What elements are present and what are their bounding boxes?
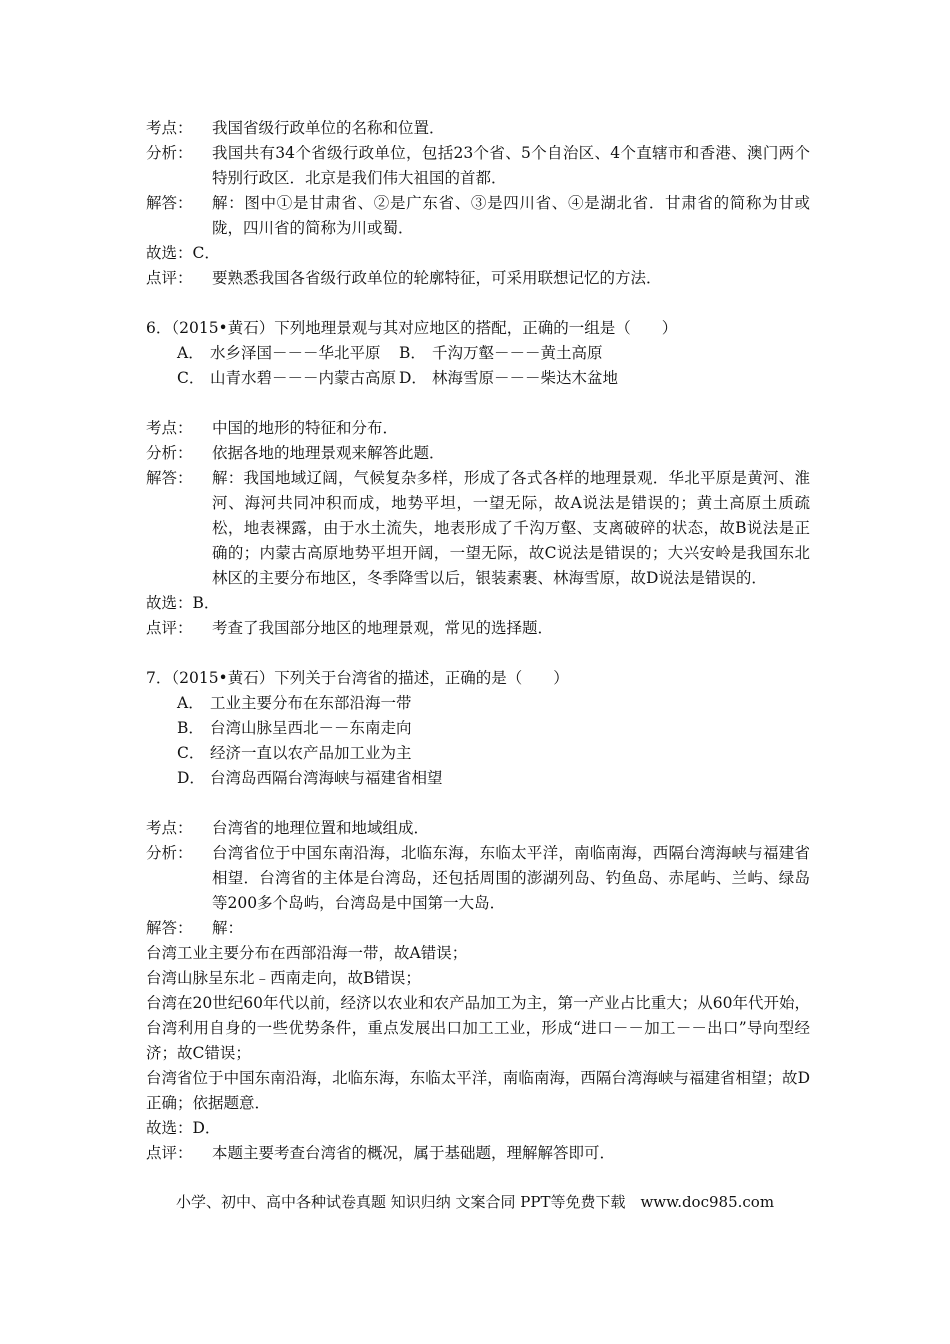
q6-options (146, 341, 810, 391)
q7-option-b: B． 台湾山脉呈西北－－东南走向 (177, 719, 412, 737)
q5-dianping (146, 266, 810, 291)
q6-fenxi (146, 441, 810, 466)
document-body (146, 116, 810, 1166)
q7-jieda-line-3: 台湾在20世纪60年代以前，经济以农业和农产品加工为主，第一产业占比重大；从60年代开始，台湾利用自身的一些优势条件，重点发展出口加工工业，形成“进口－－加工－－出口”导向型经济；故C错误； (146, 994, 810, 1062)
page-footer: 小学、初中、高中各种试卷真题 知识归纳 文案合同 PPT等免费下载 www.doc985.com (175, 1193, 775, 1211)
q5-guxuan: 故选：C． (146, 244, 220, 262)
fenxi-text: 台湾省位于中国东南沿海，北临东海，东临太平洋，南临南海，西隔台湾海峡与福建省相望．台湾省的主体是台湾岛，还包括周围的澎湖列岛、钓鱼岛、赤尾屿、兰屿、绿岛等200多个岛屿，台湾岛是中国第一大岛． (212, 844, 810, 912)
q7-jieda-line-4: 台湾省位于中国东南沿海，北临东海，东临太平洋，南临南海，西隔台湾海峡与福建省相望；故D正确；依据题意． (146, 1069, 810, 1112)
q6-guxuan: 故选：B． (146, 594, 220, 612)
q6-jieda (146, 466, 810, 591)
q5-kaodian (146, 116, 810, 141)
q6-option-c: C． 山青水碧－－－内蒙古高原 (177, 369, 397, 387)
q6-dianping (146, 616, 810, 641)
kaodian-text: 我国省级行政单位的名称和位置． (212, 119, 445, 137)
jieda-text: 解：我国地域辽阔，气候复杂多样，形成了各式各样的地理景观．华北平原是黄河、淮河、海河共同冲积而成，地势平坦，一望无际，故A说法是错误的；黄土高原土质疏松，地表裸露，由于水土流失，地表形成了千沟万壑、支离破碎的状态，故B说法是正确的；内蒙古高原地势平坦开阔，一望无际，故C说法是错误的；大兴安岭是我国东北林区的主要分布地区，冬季降雪以后，银装素裹、林海雪原，故D说法是错误的． (212, 469, 810, 587)
dianping-label: 点评： (146, 269, 193, 287)
dianping-text: 本题主要考查台湾省的概况，属于基础题，理解解答即可． (212, 1144, 616, 1162)
q6-kaodian (146, 416, 810, 441)
q6-option-d: D． 林海雪原－－－柴达木盆地 (399, 369, 619, 387)
dianping-text: 要熟悉我国各省级行政单位的轮廓特征，可采用联想记忆的方法． (212, 269, 662, 287)
q7-jieda (146, 916, 810, 941)
kaodian-label: 考点： (146, 819, 193, 837)
dianping-label: 点评： (146, 1144, 193, 1162)
jieda-label: 解答： (146, 194, 193, 212)
q7-option-c: C． 经济一直以农产品加工业为主 (177, 744, 412, 762)
jieda-label: 解答： (146, 469, 193, 487)
q7-question: 7．（2015•黄石）下列关于台湾省的描述，正确的是（ ） (146, 669, 569, 687)
q7-option-d: D． 台湾岛西隔台湾海峡与福建省相望 (177, 769, 443, 787)
q6-option-b: B． 千沟万壑－－－黄土高原 (399, 344, 603, 362)
q5-fenxi (146, 141, 810, 191)
q6-question: 6．（2015•黄石）下列地理景观与其对应地区的搭配，正确的一组是（ ） (146, 319, 678, 337)
jieda-text: 解：图中①是甘肃省、②是广东省、③是四川省、④是湖北省．甘肃省的简称为甘或陇，四川省的简称为川或蜀． (212, 194, 810, 237)
fenxi-label: 分析： (146, 844, 193, 862)
fenxi-text: 依据各地的地理景观来解答此题． (212, 444, 445, 462)
kaodian-label: 考点： (146, 419, 193, 437)
dianping-text: 考查了我国部分地区的地理景观，常见的选择题． (212, 619, 554, 637)
fenxi-label: 分析： (146, 144, 193, 162)
q6-option-a: A． 水乡泽国－－－华北平原 (177, 344, 381, 362)
q7-kaodian (146, 816, 810, 841)
kaodian-text: 台湾省的地理位置和地域组成． (212, 819, 430, 837)
q5-jieda (146, 191, 810, 241)
q7-options (146, 691, 810, 791)
q7-jieda-line-1: 台湾工业主要分布在西部沿海一带，故A错误； (146, 944, 468, 962)
jieda-label: 解答： (146, 919, 193, 937)
q7-guxuan: 故选：D． (146, 1119, 221, 1137)
kaodian-text: 中国的地形的特征和分布． (212, 419, 399, 437)
q7-fenxi (146, 841, 810, 916)
fenxi-text: 我国共有34个省级行政单位，包括23个省、5个自治区、4个直辖市和香港、澳门两个特别行政区．北京是我们伟大祖国的首都． (212, 144, 810, 187)
jieda-text: 解： (212, 919, 244, 937)
fenxi-label: 分析： (146, 444, 193, 462)
q7-dianping (146, 1141, 810, 1166)
kaodian-label: 考点： (146, 119, 193, 137)
dianping-label: 点评： (146, 619, 193, 637)
q7-jieda-line-2: 台湾山脉呈东北﹣西南走向，故B错误； (146, 969, 421, 987)
q7-option-a: A． 工业主要分布在东部沿海一带 (177, 694, 412, 712)
